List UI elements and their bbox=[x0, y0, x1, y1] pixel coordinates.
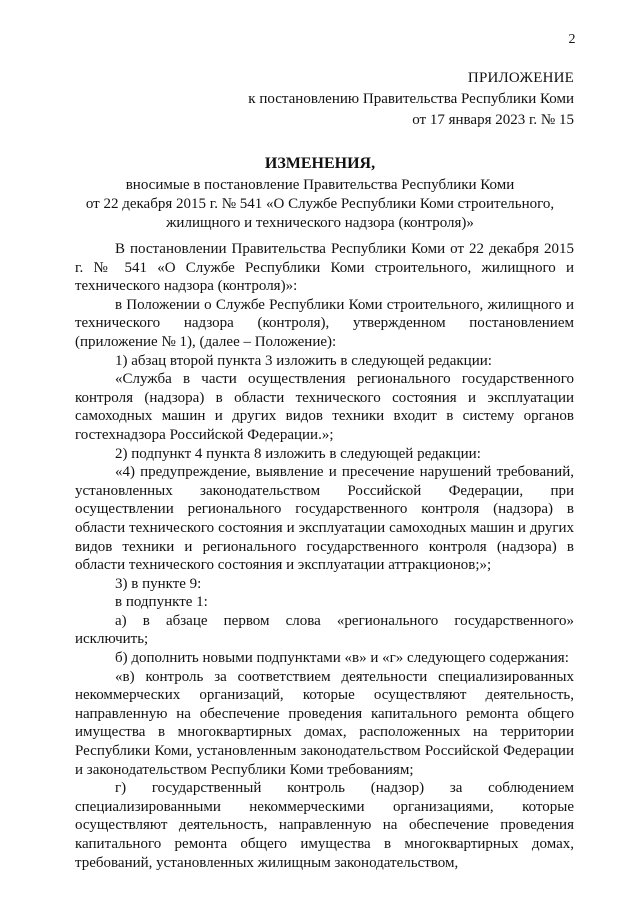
paragraph: 1) абзац второй пункта 3 изложить в следующей редакции: bbox=[115, 352, 492, 369]
paragraph: «4) предупреждение, выявление и пресечение нарушений требований, установленных законодательством Российской Федерации, при осуществлении регионального государственного контроля (надзора) в области технического состояния и эксплуатации самоходных машин и других видов техники и регионального государственного контроля (надзора) в области технического состояния и эксплуатации аттракционов;»; bbox=[75, 464, 574, 574]
paragraph: б) дополнить новыми подпунктами «в» и «г» следующего содержания: bbox=[115, 650, 569, 667]
paragraph: 2) подпункт 4 пункта 8 изложить в следующей редакции: bbox=[115, 445, 481, 462]
paragraph: В постановлении Правительства Республики Коми от 22 декабря 2015 г. № 541 «О Службе Республики Коми строительного, жилищного и технического надзора (контроля)»: bbox=[75, 241, 574, 295]
paragraph: в подпункте 1: bbox=[115, 594, 208, 611]
paragraph: в Положении о Службе Республики Коми строительного, жилищного и технического надзора (контроля), утвержденном постановлением (приложение № 1), (далее – Положение): bbox=[75, 296, 574, 350]
heading-line-3: жилищного и технического надзора (контроля)» bbox=[166, 215, 474, 231]
heading-line-2: от 22 декабря 2015 г. № 541 «О Службе Республики Коми строительного, bbox=[85, 196, 555, 212]
paragraph: г) государственный контроль (надзор) за соблюдением специализированными некоммерческими организациями, которые осуществляют деятельность, направленную на обеспечение проведения капитального ремонта общего имущества в многоквартирных домах, требований, установленных жилищным законодательством, bbox=[75, 780, 574, 871]
heading-line-1: вносимые в постановление Правительства Республики Коми bbox=[125, 177, 515, 193]
appendix-line-2: от 17 января 2023 г. № 15 bbox=[412, 112, 574, 128]
paragraph: 3) в пункте 9: bbox=[115, 575, 202, 592]
paragraph: «Служба в части осуществления регионального государственного контроля (надзора) в области технического состояния и эксплуатации самоходных машин и других видов техники входит в систему органов гостехнадзора Российской Федерации.»; bbox=[75, 371, 574, 443]
heading-title: ИЗМЕНЕНИЯ, bbox=[264, 155, 376, 172]
page-number: 2 bbox=[568, 32, 576, 47]
document-body bbox=[75, 240, 574, 872]
paragraph: «в) контроль за соответствием деятельности специализированных некоммерческих организаций, которые осуществляют деятельность, направленную на обеспечение проведения капитального ремонта общего имущества в многоквартирных домах, расположенных на территории Республики Коми, установленным законодательством Российской Федерации и законодательством Республики Коми требованиям; bbox=[75, 668, 574, 778]
appendix-line-1: к постановлению Правительства Республики Коми bbox=[248, 91, 574, 107]
document-heading bbox=[60, 154, 580, 233]
paragraph: а) в абзаце первом слова «регионального государственного» исключить; bbox=[75, 612, 574, 648]
appendix-title: ПРИЛОЖЕНИЕ bbox=[467, 70, 574, 86]
appendix-block bbox=[248, 68, 574, 131]
